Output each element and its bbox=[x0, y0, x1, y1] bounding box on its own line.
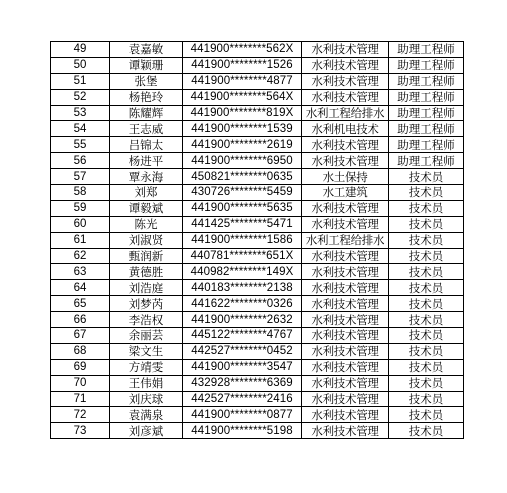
table-row bbox=[51, 57, 464, 73]
table-row bbox=[51, 105, 464, 121]
id-number-cell: 441900********819X bbox=[183, 105, 302, 121]
id-number-cell: 441900********4877 bbox=[183, 73, 302, 89]
table-row bbox=[51, 89, 464, 105]
personnel-table bbox=[50, 41, 464, 439]
id-number-cell: 441900********3547 bbox=[183, 359, 302, 375]
row-number-cell: 67 bbox=[51, 328, 110, 344]
row-number-cell: 57 bbox=[51, 169, 110, 185]
job-title-cell: 助理工程师 bbox=[389, 121, 464, 137]
table-row bbox=[51, 169, 464, 185]
major-cell: 水利工程给排水 bbox=[302, 105, 389, 121]
table-row bbox=[51, 137, 464, 153]
job-title-cell: 技术员 bbox=[389, 328, 464, 344]
id-number-cell: 441900********562X bbox=[183, 42, 302, 58]
major-cell: 水利技术管理 bbox=[302, 200, 389, 216]
table-row bbox=[51, 248, 464, 264]
row-number-cell: 71 bbox=[51, 391, 110, 407]
table-row bbox=[51, 375, 464, 391]
table-row bbox=[51, 216, 464, 232]
major-cell: 水利技术管理 bbox=[302, 73, 389, 89]
job-title-cell: 技术员 bbox=[389, 343, 464, 359]
table-row bbox=[51, 312, 464, 328]
table-row bbox=[51, 343, 464, 359]
table-row bbox=[51, 391, 464, 407]
job-title-cell: 技术员 bbox=[389, 264, 464, 280]
name-cell: 覃永海 bbox=[110, 169, 183, 185]
row-number-cell: 51 bbox=[51, 73, 110, 89]
id-number-cell: 441622********0326 bbox=[183, 296, 302, 312]
id-number-cell: 441900********2619 bbox=[183, 137, 302, 153]
major-cell: 水利技术管理 bbox=[302, 137, 389, 153]
table-row bbox=[51, 185, 464, 201]
id-number-cell: 441900********564X bbox=[183, 89, 302, 105]
row-number-cell: 55 bbox=[51, 137, 110, 153]
major-cell: 水利工程给排水 bbox=[302, 232, 389, 248]
id-number-cell: 441900********1526 bbox=[183, 57, 302, 73]
job-title-cell: 技术员 bbox=[389, 185, 464, 201]
name-cell: 王志威 bbox=[110, 121, 183, 137]
table-row bbox=[51, 359, 464, 375]
job-title-cell: 助理工程师 bbox=[389, 73, 464, 89]
major-cell: 水利技术管理 bbox=[302, 248, 389, 264]
row-number-cell: 56 bbox=[51, 153, 110, 169]
id-number-cell: 441900********5198 bbox=[183, 423, 302, 439]
name-cell: 余丽芸 bbox=[110, 328, 183, 344]
table-row bbox=[51, 328, 464, 344]
major-cell: 水利技术管理 bbox=[302, 153, 389, 169]
major-cell: 水利技术管理 bbox=[302, 375, 389, 391]
major-cell: 水利技术管理 bbox=[302, 57, 389, 73]
name-cell: 刘彦斌 bbox=[110, 423, 183, 439]
row-number-cell: 65 bbox=[51, 296, 110, 312]
major-cell: 水利技术管理 bbox=[302, 280, 389, 296]
name-cell: 谭毅斌 bbox=[110, 200, 183, 216]
table-row bbox=[51, 73, 464, 89]
id-number-cell: 441900********5635 bbox=[183, 200, 302, 216]
row-number-cell: 63 bbox=[51, 264, 110, 280]
table-row bbox=[51, 153, 464, 169]
name-cell: 吕锦太 bbox=[110, 137, 183, 153]
id-number-cell: 442527********0452 bbox=[183, 343, 302, 359]
job-title-cell: 助理工程师 bbox=[389, 105, 464, 121]
table-row bbox=[51, 264, 464, 280]
name-cell: 甄润新 bbox=[110, 248, 183, 264]
row-number-cell: 72 bbox=[51, 407, 110, 423]
name-cell: 刘淑贤 bbox=[110, 232, 183, 248]
job-title-cell: 助理工程师 bbox=[389, 153, 464, 169]
name-cell: 王伟娟 bbox=[110, 375, 183, 391]
id-number-cell: 442527********2416 bbox=[183, 391, 302, 407]
id-number-cell: 450821********0635 bbox=[183, 169, 302, 185]
job-title-cell: 技术员 bbox=[389, 232, 464, 248]
name-cell: 谭颖珊 bbox=[110, 57, 183, 73]
row-number-cell: 52 bbox=[51, 89, 110, 105]
job-title-cell: 助理工程师 bbox=[389, 42, 464, 58]
row-number-cell: 50 bbox=[51, 57, 110, 73]
job-title-cell: 技术员 bbox=[389, 296, 464, 312]
id-number-cell: 440183********2138 bbox=[183, 280, 302, 296]
table-row bbox=[51, 296, 464, 312]
table-row bbox=[51, 423, 464, 439]
major-cell: 水利技术管理 bbox=[302, 216, 389, 232]
name-cell: 杨艳玲 bbox=[110, 89, 183, 105]
name-cell: 张堡 bbox=[110, 73, 183, 89]
name-cell: 刘浩庭 bbox=[110, 280, 183, 296]
table-row bbox=[51, 200, 464, 216]
job-title-cell: 助理工程师 bbox=[389, 89, 464, 105]
job-title-cell: 技术员 bbox=[389, 200, 464, 216]
job-title-cell: 技术员 bbox=[389, 407, 464, 423]
name-cell: 刘郑 bbox=[110, 185, 183, 201]
job-title-cell: 技术员 bbox=[389, 312, 464, 328]
major-cell: 水利机电技术 bbox=[302, 121, 389, 137]
row-number-cell: 62 bbox=[51, 248, 110, 264]
id-number-cell: 441900********0877 bbox=[183, 407, 302, 423]
major-cell: 水利技术管理 bbox=[302, 423, 389, 439]
name-cell: 李浩权 bbox=[110, 312, 183, 328]
row-number-cell: 58 bbox=[51, 185, 110, 201]
name-cell: 袁满泉 bbox=[110, 407, 183, 423]
job-title-cell: 技术员 bbox=[389, 423, 464, 439]
major-cell: 水利技术管理 bbox=[302, 391, 389, 407]
major-cell: 水利技术管理 bbox=[302, 407, 389, 423]
id-number-cell: 441425********5471 bbox=[183, 216, 302, 232]
table-row bbox=[51, 42, 464, 58]
major-cell: 水利技术管理 bbox=[302, 343, 389, 359]
name-cell: 杨进平 bbox=[110, 153, 183, 169]
row-number-cell: 73 bbox=[51, 423, 110, 439]
id-number-cell: 441900********6950 bbox=[183, 153, 302, 169]
row-number-cell: 66 bbox=[51, 312, 110, 328]
job-title-cell: 技术员 bbox=[389, 216, 464, 232]
major-cell: 水工建筑 bbox=[302, 185, 389, 201]
job-title-cell: 助理工程师 bbox=[389, 57, 464, 73]
id-number-cell: 445122********4767 bbox=[183, 328, 302, 344]
id-number-cell: 440781********651X bbox=[183, 248, 302, 264]
name-cell: 梁文生 bbox=[110, 343, 183, 359]
major-cell: 水利技术管理 bbox=[302, 42, 389, 58]
job-title-cell: 技术员 bbox=[389, 248, 464, 264]
major-cell: 水利技术管理 bbox=[302, 359, 389, 375]
job-title-cell: 技术员 bbox=[389, 375, 464, 391]
major-cell: 水利技术管理 bbox=[302, 296, 389, 312]
name-cell: 黄德胜 bbox=[110, 264, 183, 280]
job-title-cell: 助理工程师 bbox=[389, 137, 464, 153]
job-title-cell: 技术员 bbox=[389, 359, 464, 375]
name-cell: 陈光 bbox=[110, 216, 183, 232]
major-cell: 水利技术管理 bbox=[302, 264, 389, 280]
major-cell: 水利技术管理 bbox=[302, 328, 389, 344]
name-cell: 袁嘉敏 bbox=[110, 42, 183, 58]
row-number-cell: 61 bbox=[51, 232, 110, 248]
row-number-cell: 59 bbox=[51, 200, 110, 216]
table-row bbox=[51, 232, 464, 248]
name-cell: 刘梦芮 bbox=[110, 296, 183, 312]
job-title-cell: 技术员 bbox=[389, 169, 464, 185]
row-number-cell: 49 bbox=[51, 42, 110, 58]
job-title-cell: 技术员 bbox=[389, 280, 464, 296]
row-number-cell: 60 bbox=[51, 216, 110, 232]
job-title-cell: 技术员 bbox=[389, 391, 464, 407]
row-number-cell: 69 bbox=[51, 359, 110, 375]
name-cell: 刘庆球 bbox=[110, 391, 183, 407]
name-cell: 方靖雯 bbox=[110, 359, 183, 375]
personnel-table-body bbox=[51, 42, 464, 439]
table-row bbox=[51, 280, 464, 296]
row-number-cell: 70 bbox=[51, 375, 110, 391]
id-number-cell: 441900********1586 bbox=[183, 232, 302, 248]
id-number-cell: 440982********149X bbox=[183, 264, 302, 280]
id-number-cell: 432928********6369 bbox=[183, 375, 302, 391]
table-row bbox=[51, 121, 464, 137]
id-number-cell: 441900********2632 bbox=[183, 312, 302, 328]
row-number-cell: 53 bbox=[51, 105, 110, 121]
table-row bbox=[51, 407, 464, 423]
id-number-cell: 441900********1539 bbox=[183, 121, 302, 137]
row-number-cell: 64 bbox=[51, 280, 110, 296]
major-cell: 水利技术管理 bbox=[302, 312, 389, 328]
row-number-cell: 54 bbox=[51, 121, 110, 137]
major-cell: 水土保持 bbox=[302, 169, 389, 185]
row-number-cell: 68 bbox=[51, 343, 110, 359]
id-number-cell: 430726********5459 bbox=[183, 185, 302, 201]
name-cell: 陈耀辉 bbox=[110, 105, 183, 121]
major-cell: 水利技术管理 bbox=[302, 89, 389, 105]
